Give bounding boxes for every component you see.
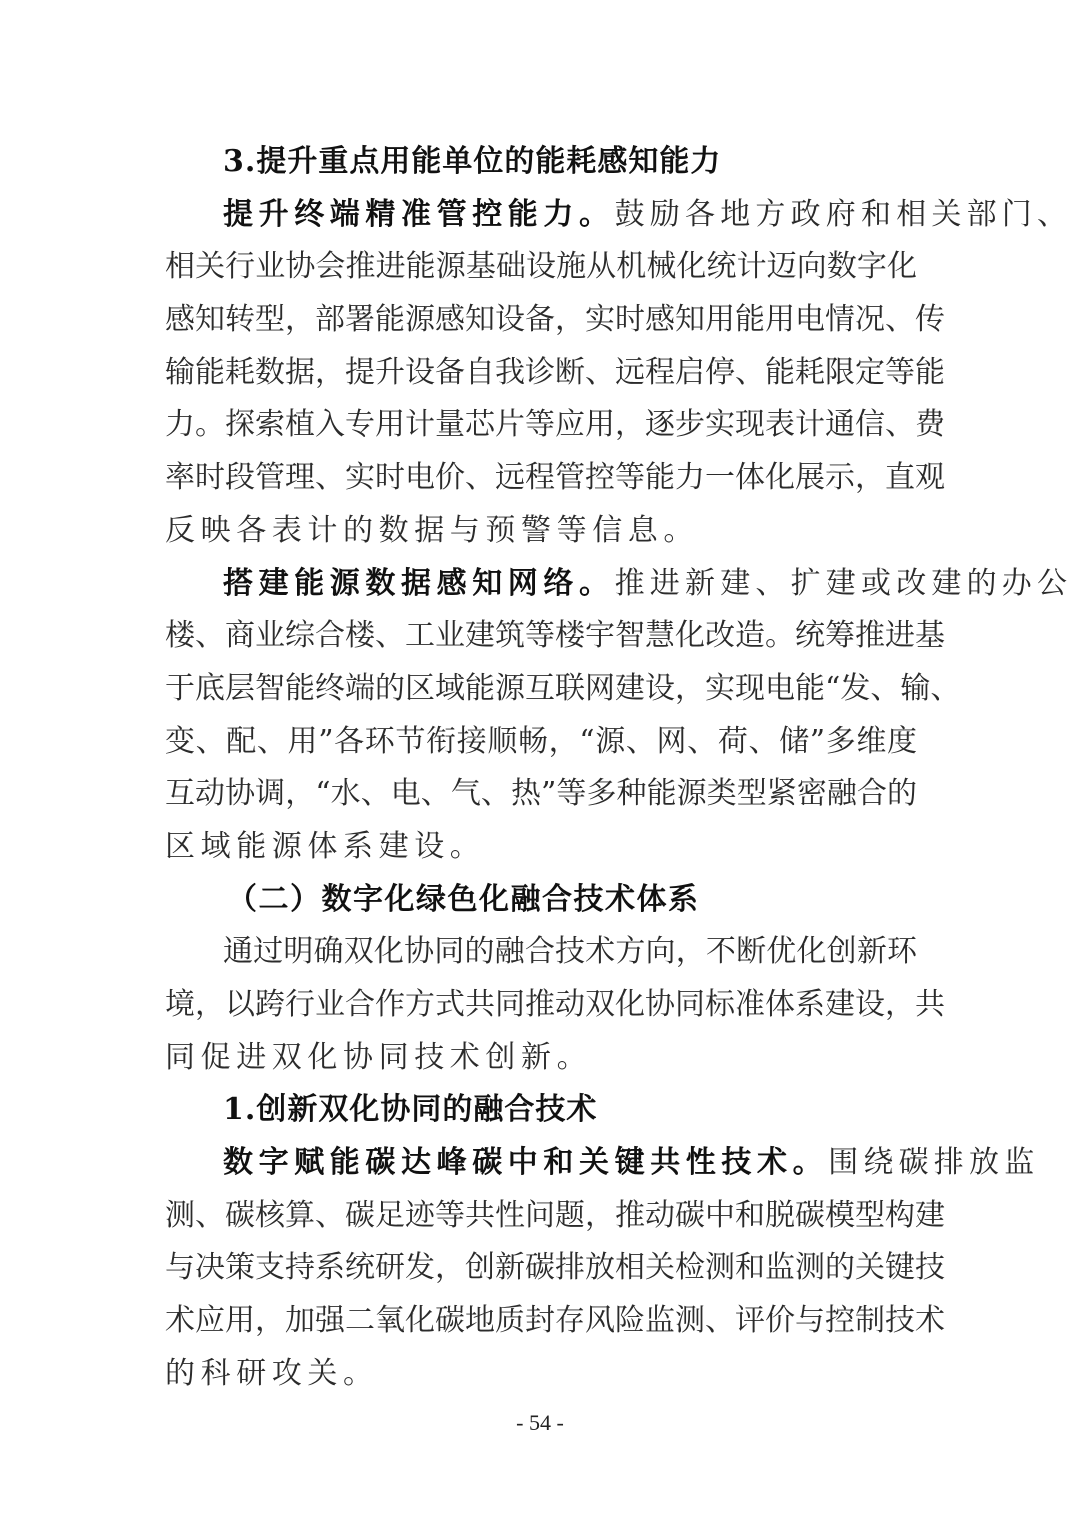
paragraph-1-line-3: 感知转型，部署能源感知设备，实时感知用能用电情况、传	[165, 302, 945, 338]
paragraph-2-line-4: 变、配、用”各环节衔接顺畅，“源、网、荷、储”多维度	[165, 723, 917, 759]
paragraph-3-line-1: 通过明确双化协同的融合技术方向，不断优化创新环	[223, 934, 917, 970]
paragraph-4-line-5: 的科研攻关。	[165, 1355, 379, 1391]
paragraph-1-text: 鼓励各地方政府和相关部门、	[614, 196, 1073, 232]
paragraph-1-line-6: 率时段管理、实时电价、远程管控等能力一体化展示，直观	[165, 460, 945, 496]
paragraph-4-line-1	[165, 1137, 1040, 1190]
paragraph-2-line-1	[165, 558, 1073, 611]
paragraph-2-line-5: 互动协调，“水、电、气、热”等多种能源类型紧密融合的	[165, 776, 917, 812]
paragraph-1-line-4: 输能耗数据，提升设备自我诊断、远程启停、能耗限定等能	[165, 354, 945, 390]
paragraph-2-text: 推进新建、扩建或改建的办公	[614, 565, 1073, 601]
paragraph-4-line-3: 与决策支持系统研发，创新碳排放相关检测和监测的关键技	[165, 1250, 945, 1286]
document-page	[165, 136, 1073, 1401]
subsection-heading-1: 1.创新双化协同的融合技术	[223, 1092, 598, 1128]
paragraph-4-lead: 数字赋能碳达峰碳中和关键共性技术。	[223, 1145, 829, 1181]
paragraph-3-line-2: 境，以跨行业合作方式共同推动双化协同标准体系建设，共	[165, 987, 945, 1022]
paragraph-2-lead: 搭建能源数据感知网络。	[223, 565, 615, 601]
page-number: - 54 -	[516, 1410, 564, 1435]
paragraph-2-line-3: 于底层智能终端的区域能源互联网建设，实现电能“发、输、	[165, 670, 961, 706]
subsection-heading-3: 3.提升重点用能单位的能耗感知能力	[223, 144, 722, 179]
paragraph-4-line-4: 术应用，加强二氧化碳地质封存风险监测、评价与控制技术	[165, 1303, 945, 1339]
paragraph-2-line-2: 楼、商业综合楼、工业建筑等楼宇智慧化改造。统筹推进基	[165, 618, 945, 654]
paragraph-4-line-2: 测、碳核算、碳足迹等共性问题，推动碳中和脱碳模型构建	[165, 1197, 945, 1233]
paragraph-1-line-5: 力。探索植入专用计量芯片等应用，逐步实现表计通信、费	[165, 407, 945, 443]
paragraph-1-line-1	[165, 189, 1073, 242]
section-heading-2: （二）数字化绿色化融合技术体系	[227, 881, 700, 917]
paragraph-1-lead: 提升终端精准管控能力。	[223, 196, 615, 232]
paragraph-1-line-7: 反映各表计的数据与预警等信息。	[165, 512, 699, 548]
paragraph-2-line-6: 区域能源体系建设。	[165, 828, 486, 864]
paragraph-4-text: 围绕碳排放监	[828, 1145, 1040, 1181]
paragraph-1-line-2: 相关行业协会推进能源基础设施从机械化统计迈向数字化	[165, 249, 917, 285]
paragraph-3-line-3: 同促进双化协同技术创新。	[165, 1039, 593, 1075]
